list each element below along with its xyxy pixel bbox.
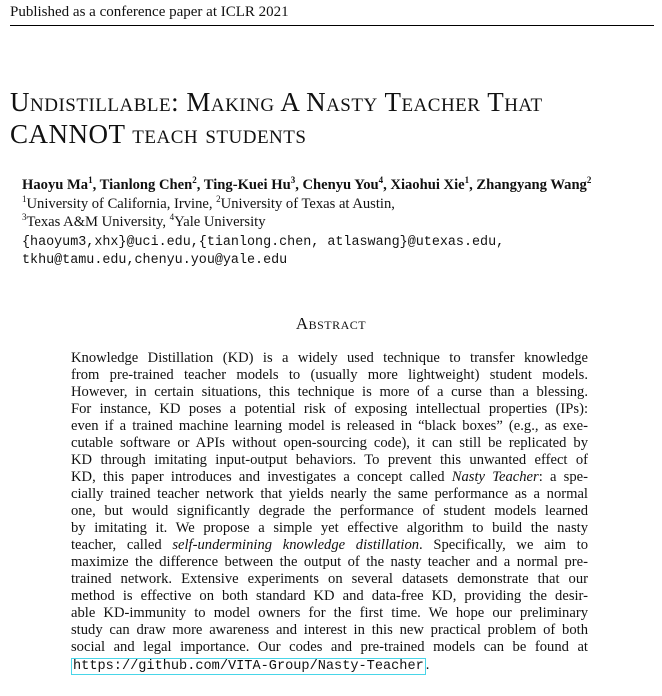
- abstract-line: Knowledge Distillation (KD) is a widely used technique to transfer knowledge: [71, 350, 588, 366]
- title-line-1: Undistillable: Making A Nasty Teacher That: [10, 87, 543, 117]
- abstract-line: [71, 537, 588, 554]
- abstract-line: cutable software or APIs without open-sourcing code), it can still be replicated by: [71, 435, 588, 451]
- affil-text: University of Texas at Austin,: [220, 196, 395, 212]
- abstract-text: .: [425, 657, 430, 673]
- abstract-italic: self-undermining knowledge distillation: [172, 537, 420, 553]
- email-line-1: {haoyum3,xhx}@uci.edu,{tianlong.chen, atlaswang}@utexas.edu,: [22, 235, 505, 250]
- abstract-text: teacher, called: [71, 537, 173, 553]
- abstract-italic: Nasty Teacher: [451, 469, 539, 485]
- abstract-line: KD through imitating input-output behaviors. To prevent this unwanted effect of: [71, 452, 588, 468]
- abstract-line: social and legal importance. Our codes and pre-trained models can be found at: [71, 639, 588, 655]
- abstract-line: by imitating it. We propose a simple yet effective algorithm to build the nasty: [71, 520, 588, 536]
- github-link[interactable]: https://github.com/VITA-Group/Nasty-Teacher: [73, 659, 424, 674]
- paper-title: [10, 86, 543, 150]
- abstract-line: method is effective on both standard KD and data-free KD, providing the desir-: [71, 588, 588, 604]
- abstract-line: [71, 469, 588, 486]
- abstract-line: trained network. Extensive experiments on several datasets demonstrate that our: [71, 571, 588, 587]
- affil-mark: 4: [169, 212, 175, 223]
- abstract-line: even if a trained machine learning model is released in “black boxes” (e.g., as exe-: [71, 418, 588, 434]
- abstract-line: from pre-trained teacher models to (usually more lightweight) student models.: [71, 367, 588, 383]
- header-rule: [10, 25, 654, 26]
- abstract-line: maximize the difference between the output of the nasty teacher and a normal pre-: [71, 554, 588, 570]
- affil-mark: 1: [22, 194, 27, 205]
- author-mark: 2: [192, 175, 197, 186]
- conference-header: Published as a conference paper at ICLR 2021: [10, 4, 289, 20]
- author: Tianlong Chen: [99, 177, 193, 193]
- title-line-2: CANNOT teach students: [10, 119, 307, 149]
- abstract-line: cially trained teacher network that yields nearly the same performance as a normal: [71, 486, 588, 502]
- author: Xiaohui Xie: [390, 177, 465, 193]
- affiliation-line-1: [22, 196, 395, 213]
- author-mark: 1: [88, 175, 93, 186]
- affiliation-line-2: [22, 214, 266, 231]
- affil-mark: 3: [22, 212, 27, 223]
- author-list: Haoyu Ma$^1$, Tianlong Chen$^2$, Ting-Kuei Hu$^3$, Chenyu You$^4$, Xiaohui Xie$^1$, Zhangyang Wang$^2$: [22, 175, 592, 193]
- abstract-line: For instance, KD poses a potential risk of exposing intellectual properties (IPs):: [71, 401, 588, 417]
- affil-mark: 2: [216, 194, 221, 205]
- author-mark: 3: [290, 175, 296, 186]
- email-line-2: tkhu@tamu.edu,chenyu.you@yale.edu: [22, 253, 288, 268]
- abstract-line: one, but would significantly degrade the performance of student models learned: [71, 503, 588, 519]
- author: Haoyu Ma: [22, 177, 89, 193]
- abstract-heading: Abstract: [295, 314, 367, 333]
- author: Zhangyang Wang: [476, 177, 587, 193]
- author-mark: 1: [464, 175, 470, 186]
- abstract-line: able KD-immunity to model owners for the first time. We hope our preliminary: [71, 605, 588, 621]
- author: Ting-Kuei Hu: [203, 177, 291, 193]
- affil-text: Yale University: [174, 214, 266, 230]
- abstract-text: KD, this paper introduces and investigates a concept called: [71, 469, 452, 485]
- abstract-text: : a spe-: [538, 469, 588, 485]
- abstract-line: However, in certain situations, this technique is more of a curse than a blessing.: [71, 384, 588, 400]
- affil-text: University of California, Irvine,: [26, 196, 217, 212]
- abstract-line: study can draw more awareness and interest in this new practical problem of both: [71, 622, 588, 638]
- author-mark: 4: [378, 175, 384, 186]
- author: Chenyu You: [302, 177, 379, 193]
- author-mark: 2: [586, 175, 592, 186]
- affil-text: Texas A&M University,: [26, 214, 170, 230]
- abstract-line: [71, 657, 588, 675]
- abstract-text: . Specifically, we aim to: [419, 537, 588, 553]
